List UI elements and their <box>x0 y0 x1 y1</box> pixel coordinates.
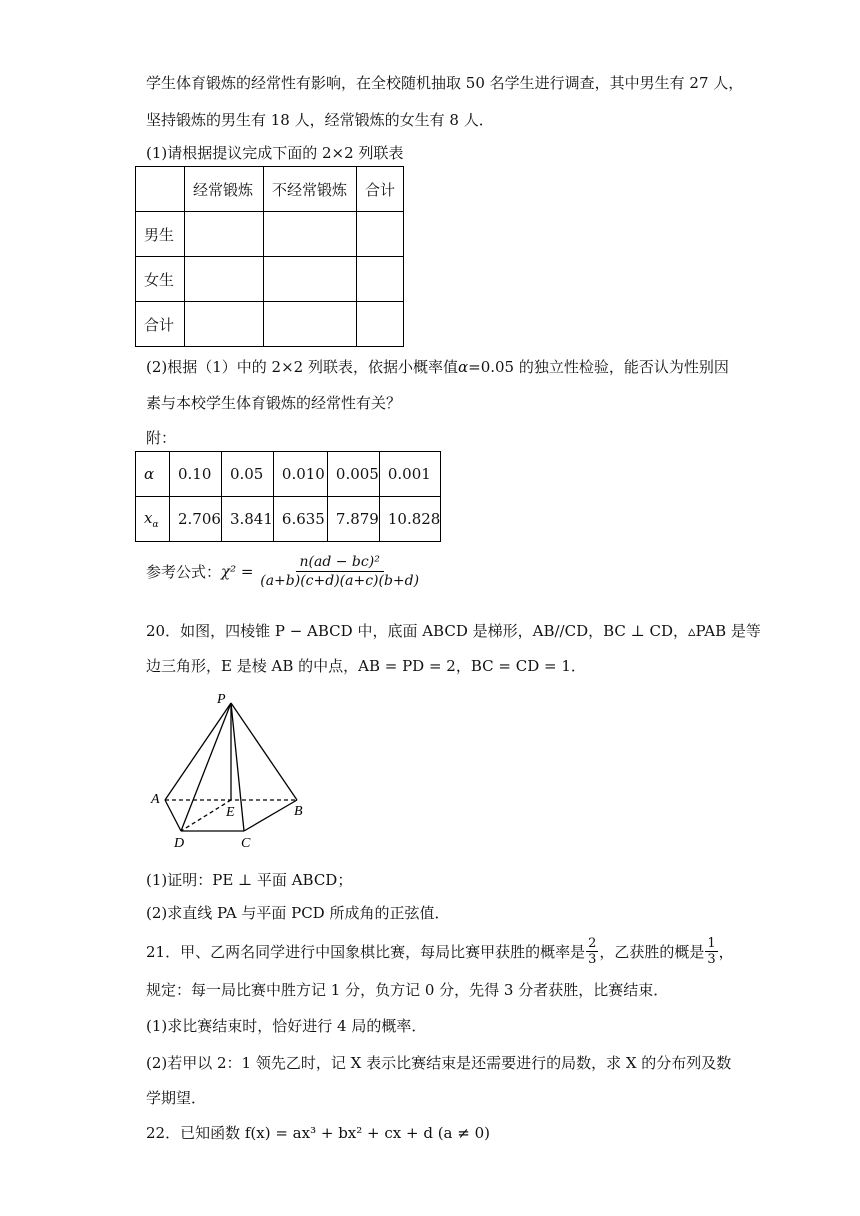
table-row <box>136 212 404 257</box>
q21-text-a: 21．甲、乙两名同学进行中国象棋比赛，每局比赛甲获胜的概率是 <box>146 943 586 961</box>
chi-square-fraction <box>260 554 419 589</box>
table-cell <box>264 302 357 347</box>
q20-line2: 边三角形，E 是棱 AB 的中点，AB = PD = 2，BC = CD = 1． <box>146 657 586 675</box>
table-cell <box>357 257 404 302</box>
formula-numerator: n(ad − bc)² <box>296 554 384 572</box>
fraction-denominator: 3 <box>707 952 716 967</box>
table-cell <box>136 167 185 212</box>
segment-ed-hidden <box>181 800 231 831</box>
row-label: 合计 <box>136 302 185 347</box>
x-symbol: x <box>144 508 153 527</box>
table-cell: 2.706 <box>170 497 222 542</box>
q19-part1: (1)请根据提议完成下面的 2×2 列联表 <box>146 144 404 162</box>
table-cell: 0.001 <box>379 452 441 497</box>
table-cell <box>185 257 264 302</box>
q21-part2-line1: (2)若甲以 2：1 领先乙时，记 X 表示比赛结束是还需要进行的局数，求 X 的分布列及数 <box>146 1054 732 1072</box>
q19-part2-line2: 素与本校学生体育锻炼的经常性有关？ <box>146 394 402 412</box>
table-cell <box>357 212 404 257</box>
table-row <box>136 452 441 497</box>
row-label: 男生 <box>136 212 185 257</box>
table-cell <box>185 212 264 257</box>
q21-line2: 规定：每一局比赛中胜方记 1 分，负方记 0 分，先得 3 分者获胜，比赛结束． <box>146 981 669 999</box>
label-p: P <box>217 692 226 707</box>
intro-line-2: 坚持锻炼的男生有 18 人，经常锻炼的女生有 8 人． <box>146 111 494 129</box>
table-cell: 0.10 <box>170 452 222 497</box>
table-cell <box>264 257 357 302</box>
q21-line1 <box>146 936 734 967</box>
appendix-label: 附： <box>146 429 177 447</box>
q19-part2-text-a: (2)根据（1）中的 2×2 列联表，依据小概率值 <box>146 358 458 376</box>
fraction-denominator: 3 <box>588 952 597 967</box>
row-label <box>136 497 170 542</box>
edge-pa <box>165 703 231 800</box>
row-label: α <box>136 452 170 497</box>
q21-text-c: ， <box>718 943 734 961</box>
table-cell: 3.841 <box>221 497 273 542</box>
edge-pd <box>181 703 231 831</box>
fraction-one-third <box>705 936 717 967</box>
q21-part2-line2: 学期望． <box>146 1089 207 1107</box>
q21-part1: (1)求比赛结束时，恰好进行 4 局的概率． <box>146 1017 427 1035</box>
edge-cb <box>244 800 297 831</box>
x-subscript: α <box>152 519 159 530</box>
formula-lhs: χ² = <box>221 562 254 581</box>
table-row <box>136 302 404 347</box>
edge-pb <box>231 703 297 800</box>
q21-text-b: ，乙获胜的概是 <box>599 943 705 961</box>
label-e: E <box>226 805 235 820</box>
contingency-table <box>135 166 404 347</box>
critical-value-table <box>135 451 441 542</box>
table-cell: 0.005 <box>327 452 379 497</box>
label-d: D <box>174 836 185 850</box>
formula-label: 参考公式： <box>146 563 222 581</box>
q19-part2-text-b: =0.05 的独立性检验，能否认为性别因 <box>468 358 729 376</box>
fraction-two-thirds <box>586 936 598 967</box>
edge-ad <box>165 800 181 831</box>
table-row <box>136 167 404 212</box>
table-cell: 0.010 <box>273 452 327 497</box>
q20-line1: 20．如图，四棱锥 P − ABCD 中，底面 ABCD 是梯形，AB//CD，BC ⊥ CD，▵PAB 是等 <box>146 622 761 640</box>
table-header: 合计 <box>357 167 404 212</box>
table-header: 不经常锻炼 <box>264 167 357 212</box>
formula-denominator: (a+b)(c+d)(a+c)(b+d) <box>260 573 420 589</box>
q22-line1: 22．已知函数 f(x) = ax³ + bx² + cx + d (a ≠ 0) <box>146 1124 491 1142</box>
label-c: C <box>241 836 251 850</box>
fraction-numerator: 1 <box>707 936 716 951</box>
pyramid-figure <box>140 690 320 850</box>
table-cell <box>264 212 357 257</box>
label-a: A <box>151 792 160 807</box>
table-cell: 6.635 <box>273 497 327 542</box>
table-cell <box>185 302 264 347</box>
table-row <box>136 257 404 302</box>
table-cell: 10.828 <box>379 497 441 542</box>
fraction-numerator: 2 <box>588 936 597 951</box>
q19-part2-line1 <box>146 356 729 377</box>
table-cell: 7.879 <box>327 497 379 542</box>
q20-part1: (1)证明：PE ⊥ 平面 ABCD； <box>146 871 353 889</box>
table-cell <box>357 302 404 347</box>
intro-line-1: 学生体育锻炼的经常性有影响，在全校随机抽取 50 名学生进行调查，其中男生有 27 人， <box>146 74 744 92</box>
alpha-symbol: α <box>457 358 469 376</box>
label-b: B <box>294 804 303 819</box>
table-header: 经常锻炼 <box>185 167 264 212</box>
table-cell: 0.05 <box>221 452 273 497</box>
reference-formula <box>146 554 421 589</box>
row-label: 女生 <box>136 257 185 302</box>
table-row <box>136 497 441 542</box>
q20-part2: (2)求直线 PA 与平面 PCD 所成角的正弦值． <box>146 904 450 922</box>
